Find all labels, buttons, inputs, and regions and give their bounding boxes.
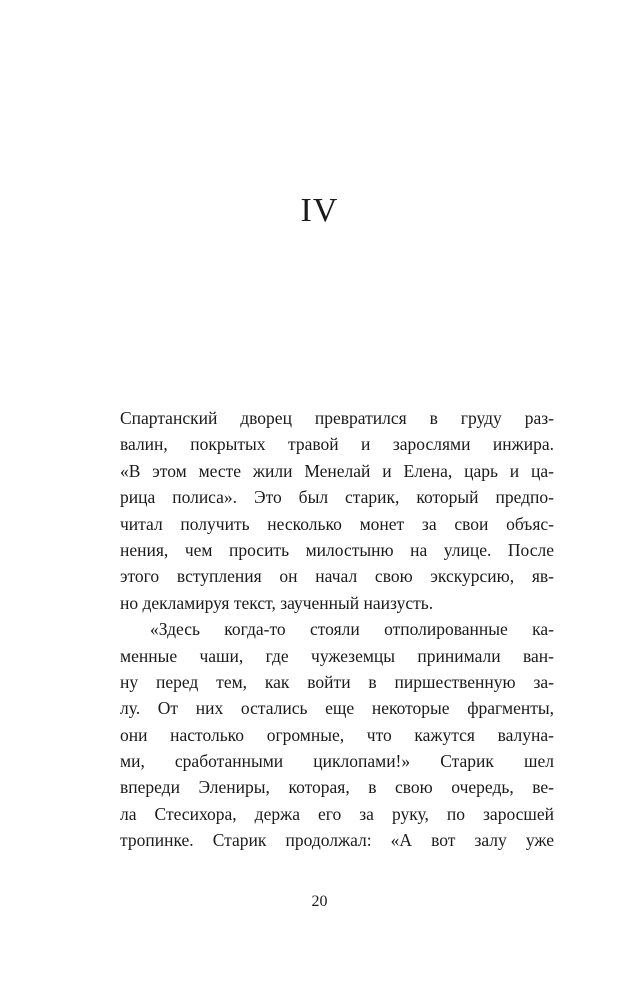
text-line: менные чаши, где чужеземцы принимали ван- <box>120 645 554 666</box>
body-text <box>120 405 554 854</box>
page-number: 20 <box>311 893 328 910</box>
paragraph-2 <box>120 616 554 854</box>
text-line: тропинке. Старик продолжал: «А вот залу уже <box>120 830 554 851</box>
text-line: нения, чем просить милостыню на улице. После <box>120 539 554 560</box>
paragraph-1 <box>120 405 554 616</box>
text-line: этого вступления он начал свою экскурсию, яв- <box>120 566 554 587</box>
text-line: ну перед тем, как войти в пиршественную за- <box>120 671 554 692</box>
text-line: «Здесь когда-то стояли отполированные ка- <box>150 619 554 640</box>
text-line: валин, покрытых травой и зарослями инжира. <box>120 434 554 455</box>
text-line: впереди Элениры, которая, в свою очередь, ве- <box>120 777 554 798</box>
text-line: Спартанский дворец превратился в груду раз- <box>120 408 554 428</box>
text-line: они настолько огромные, что кажутся валуна- <box>120 724 554 745</box>
text-line: рица полиса». Это был старик, который предпо- <box>120 487 554 508</box>
text-line: читал получить несколько монет за свои объяс- <box>120 513 554 534</box>
text-line: лу. От них остались еще некоторые фрагменты, <box>120 698 554 719</box>
text-line: «В этом месте жили Менелай и Елена, царь и ца- <box>120 460 554 481</box>
text-line: ми, сработанными циклопами!» Старик шел <box>120 751 554 772</box>
text-line: но декламируя текст, заученный наизусть. <box>120 592 434 613</box>
text-line: ла Стесихора, держа его за руку, по заросшей <box>120 803 554 824</box>
chapter-heading: IV <box>300 192 339 229</box>
